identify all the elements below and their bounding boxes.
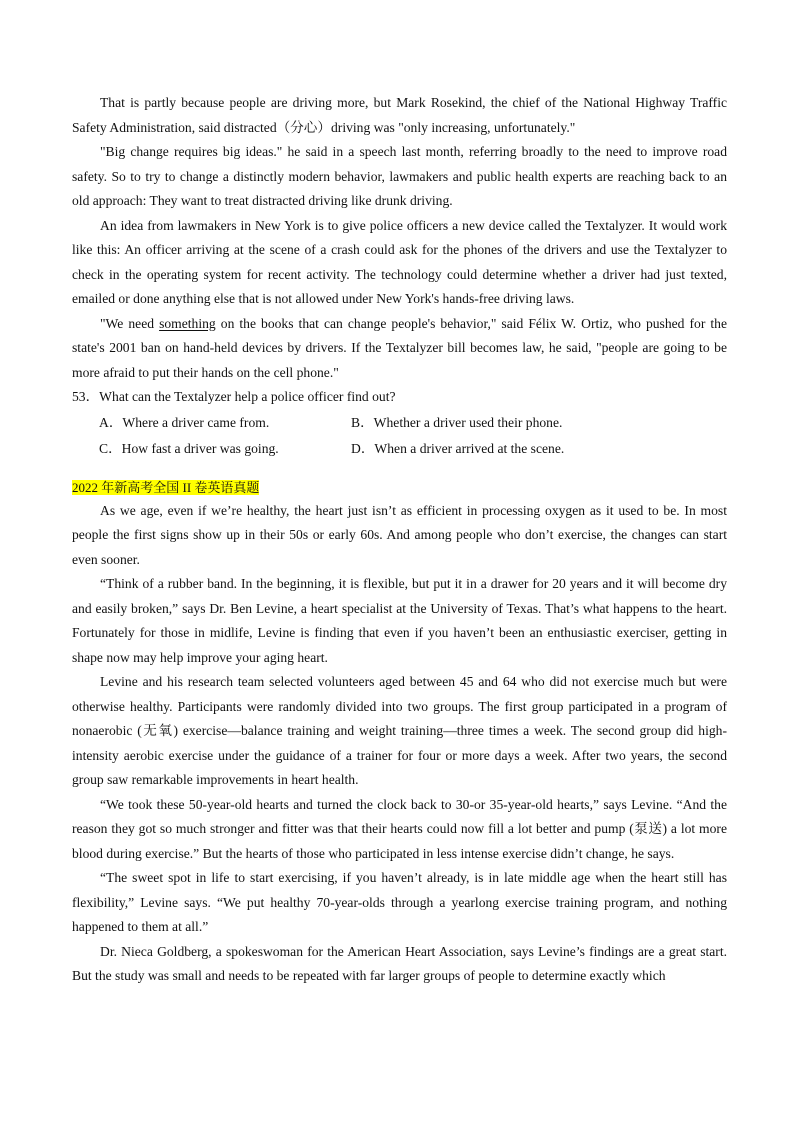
section-heading (72, 478, 727, 497)
paragraph: As we age, even if we’re healthy, the heart just isn’t as efficient in processing oxygen as it used to be. In most people the first signs show up in their 50s or early 60s. And among people who don’t exercise, the changes can start even sooner. (72, 502, 727, 567)
paragraph-text-before: "We need (100, 315, 160, 331)
paragraph (72, 312, 727, 386)
question-53: 53．What can the Textalyzer help a police officer find out? (72, 389, 396, 404)
document-page (72, 91, 727, 989)
paragraph-text-after: on the books that can change people's behavior," said Félix W. Ortiz, who pushed for the state's 2001 ban on hand-held devices by drivers. If the Textalyzer bill becomes law, he said, "people are going to be more afraid to put their hands on the cell phone." (72, 315, 727, 380)
option-a: A．Where a driver came from. (99, 414, 270, 430)
paragraph: An idea from lawmakers in New York is to give police officers a new device called the Textalyzer. It would work like this: An officer arriving at the scene of a crash could ask for the phones of the drivers and use the Textalyzer to check in the operating system for recent activity. The technology could determine whether a driver had just texted, emailed or done anything else that is not allowed under New York's hands-free driving laws. (72, 217, 727, 306)
paragraph: “Think of a rubber band. In the beginning, it is flexible, but put it in a drawer for 20 years and it will become dry and easily broken,” says Dr. Ben Levine, a heart specialist at the University of Texas. That’s what happens to the heart. Fortunately for those in midlife, Levine is finding that even if you haven’t been an enthusiastic exerciser, getting in shape now may help improve your aging heart. (72, 576, 727, 665)
underlined-word: something (159, 315, 216, 331)
paragraph: That is partly because people are driving more, but Mark Rosekind, the chief of the National Highway Traffic Safety Administration, said distracted（分心）driving was "only increasing, unfortunately." (72, 95, 727, 135)
option-d: D．When a driver arrived at the scene. (351, 440, 565, 456)
paragraph: Levine and his research team selected volunteers aged between 45 and 64 who did not exercise much but were otherwise healthy. Participants were randomly divided into two groups. The first group participated in a program of nonaerobic (无氧) exercise—balance training and weight training—three times a week. The second group did high-intensity aerobic exercise under the guidance of a trainer for four or more days a week. After two years, the second group saw remarkable improvements in heart health. (72, 674, 727, 787)
paragraph: Dr. Nieca Goldberg, a spokeswoman for the American Heart Association, says Levine’s findings are a great start. But the study was small and needs to be repeated with far larger groups of people to determine exactly which (72, 943, 727, 983)
option-b: B．Whether a driver used their phone. (351, 414, 563, 430)
section-heading-text: 2022 年新高考全国 II 卷英语真题 (72, 479, 260, 495)
answer-options (72, 410, 727, 462)
paragraph: “We took these 50-year-old hearts and turned the clock back to 30-or 35-year-old hearts,” says Levine. “And the reason they got so much stronger and fitter was that their hearts could now fill a lot better and pump (泵送) a lot more blood during exercise.” But the hearts of those who participated in less intense exercise didn’t change, he says. (72, 796, 727, 861)
option-c: C．How fast a driver was going. (99, 440, 279, 456)
paragraph: "Big change requires big ideas." he said in a speech last month, referring broadly to the need to improve road safety. So to try to change a distinctly modern behavior, lawmakers and public health experts are reaching back to an old approach: They want to treat distracted driving like drunk driving. (72, 144, 727, 208)
paragraph: “The sweet spot in life to start exercising, if you haven’t already, is in late middle age when the heart still has flexibility,” Levine says. “We put healthy 70-year-olds through a yearlong exercise training program, and nothing happened to them at all.” (72, 870, 727, 934)
